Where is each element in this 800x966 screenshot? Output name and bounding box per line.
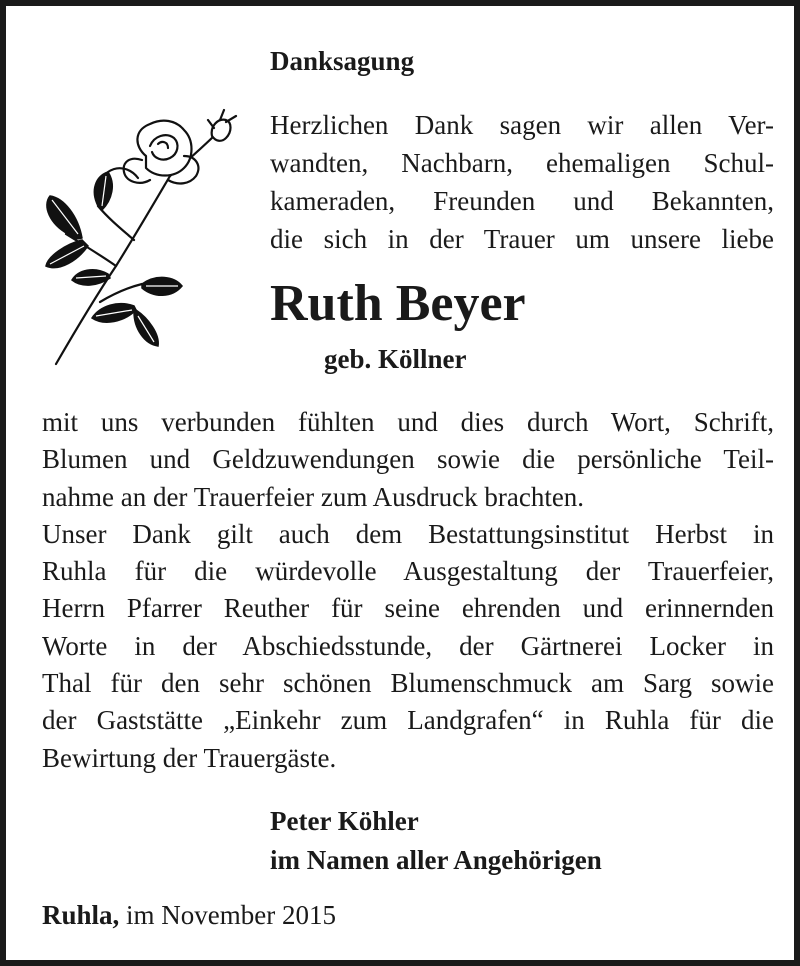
body-line: mit uns verbunden fühlten und dies durch Wort, Schrift,: [42, 407, 774, 437]
intro-line: wandten, Nachbarn, ehemaligen Schul-: [270, 148, 774, 178]
intro-line: die sich in der Trauer um unsere liebe: [270, 224, 774, 254]
body-line: Bewirtung der Trauergäste.: [42, 742, 337, 773]
body-line: Unser Dank gilt auch dem Bestattungsinstitut Herbst in: [42, 518, 774, 549]
intro-line: Herzlichen Dank sagen wir allen Ver-: [270, 110, 774, 140]
deceased-name: Ruth Beyer: [270, 275, 526, 332]
place-name: Ruhla,: [42, 900, 120, 930]
body-line: Herrn Pfarrer Reuther für seine ehrenden und erinnernden: [42, 593, 774, 624]
rose-illustration-icon: [38, 106, 250, 368]
body-line: nahme an der Trauerfeier zum Ausdruck brachten.: [42, 481, 585, 512]
notice-heading: Danksagung: [270, 46, 415, 76]
signature-block: [270, 802, 602, 880]
body-paragraph: [42, 404, 774, 777]
place-date: [42, 900, 336, 931]
date-text: im November 2015: [126, 900, 337, 930]
body-line: Worte in der Abschiedsstunde, der Gärtnerei Locker in: [42, 630, 774, 661]
body-line: Thal für den sehr schönen Blumenschmuck am Sarg sowie: [42, 668, 774, 699]
signature-line: im Namen aller Angehörigen: [270, 845, 602, 875]
intro-line: kameraden, Freunden und Bekannten,: [270, 186, 774, 216]
body-line: der Gaststätte „Einkehr zum Landgrafen“ in Ruhla für die: [42, 705, 774, 736]
body-line: Blumen und Geldzuwendungen sowie die persönliche Teil-: [42, 444, 774, 475]
intro-paragraph: [270, 106, 774, 258]
signature-name: Peter Köhler: [270, 806, 419, 836]
maiden-name: geb. Köllner: [324, 344, 467, 374]
body-line: Ruhla für die würdevolle Ausgestaltung der Trauerfeier,: [42, 556, 774, 587]
